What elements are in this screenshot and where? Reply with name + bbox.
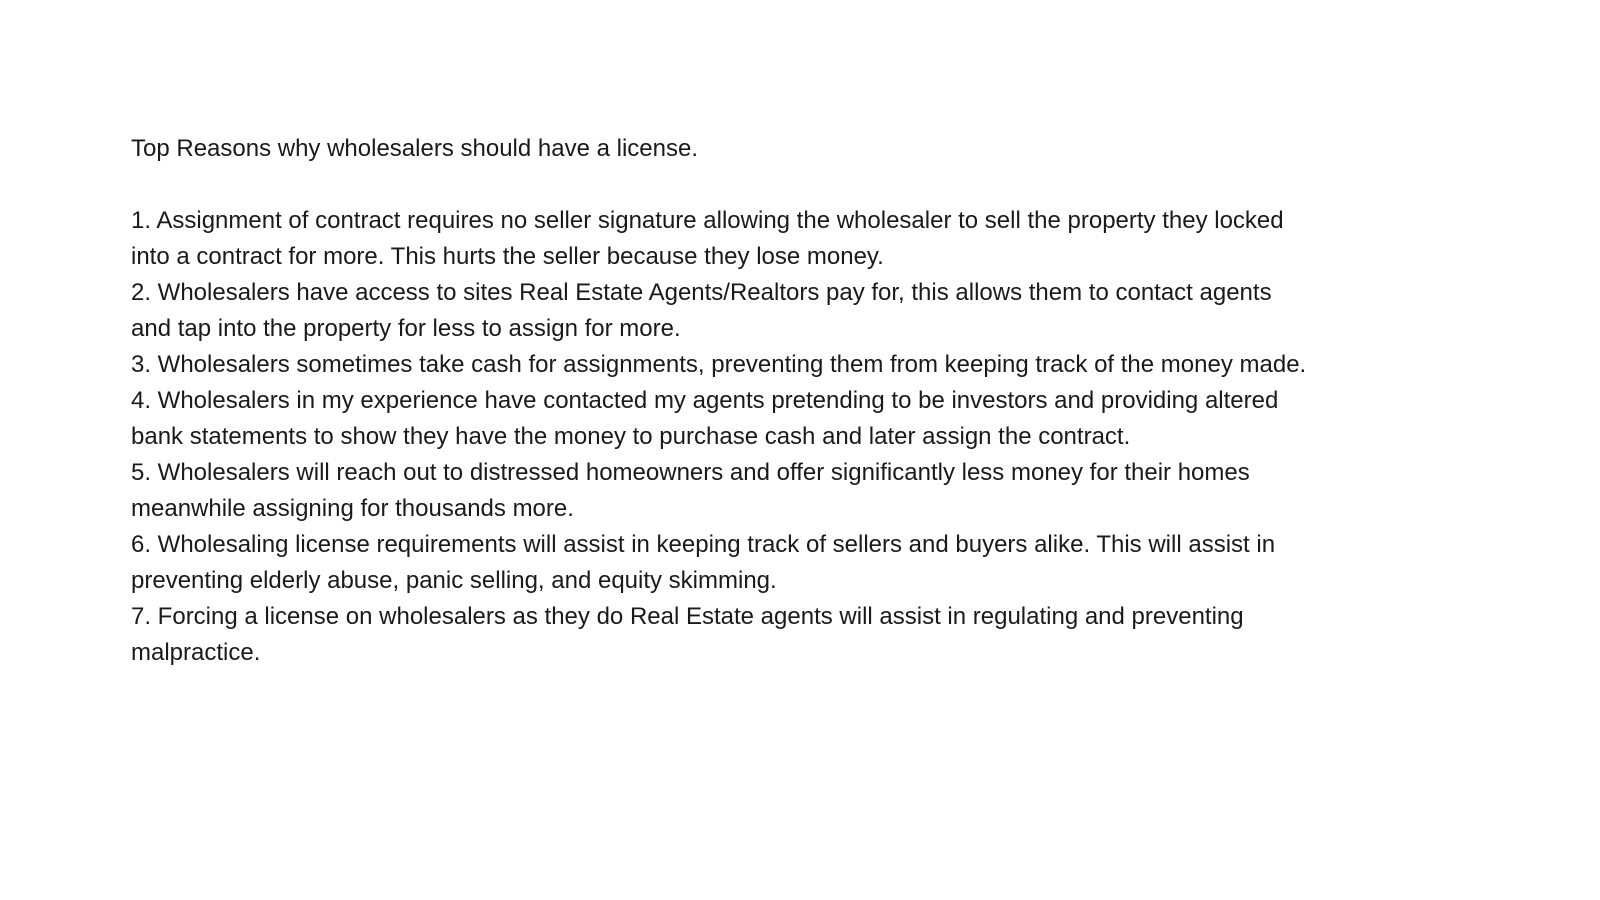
blank-line	[131, 167, 1311, 203]
reasons-list	[131, 203, 1311, 671]
reason-item-5: 5. Wholesalers will reach out to distressed homeowners and offer significantly less money for their homes meanwhile assigning for thousands more.	[131, 459, 1250, 522]
document-body	[131, 131, 1311, 671]
reason-item-2: 2. Wholesalers have access to sites Real Estate Agents/Realtors pay for, this allows them to contact agents and tap into the property for less to assign for more.	[131, 279, 1272, 342]
document-title: Top Reasons why wholesalers should have a license.	[131, 135, 698, 162]
reason-item-3: 3. Wholesalers sometimes take cash for assignments, preventing them from keeping track of the money made.	[131, 351, 1307, 378]
reason-item-7: 7. Forcing a license on wholesalers as they do Real Estate agents will assist in regulating and preventing malpractice.	[131, 603, 1244, 666]
reason-item-1: 1. Assignment of contract requires no seller signature allowing the wholesaler to sell the property they locked into a contract for more. This hurts the seller because they lose money.	[131, 207, 1284, 270]
reason-item-6: 6. Wholesaling license requirements will assist in keeping track of sellers and buyers alike. This will assist in preventing elderly abuse, panic selling, and equity skimming.	[131, 531, 1276, 594]
reason-item-4: 4. Wholesalers in my experience have contacted my agents pretending to be investors and providing altered bank statements to show they have the money to purchase cash and later assign the contract.	[131, 387, 1279, 450]
